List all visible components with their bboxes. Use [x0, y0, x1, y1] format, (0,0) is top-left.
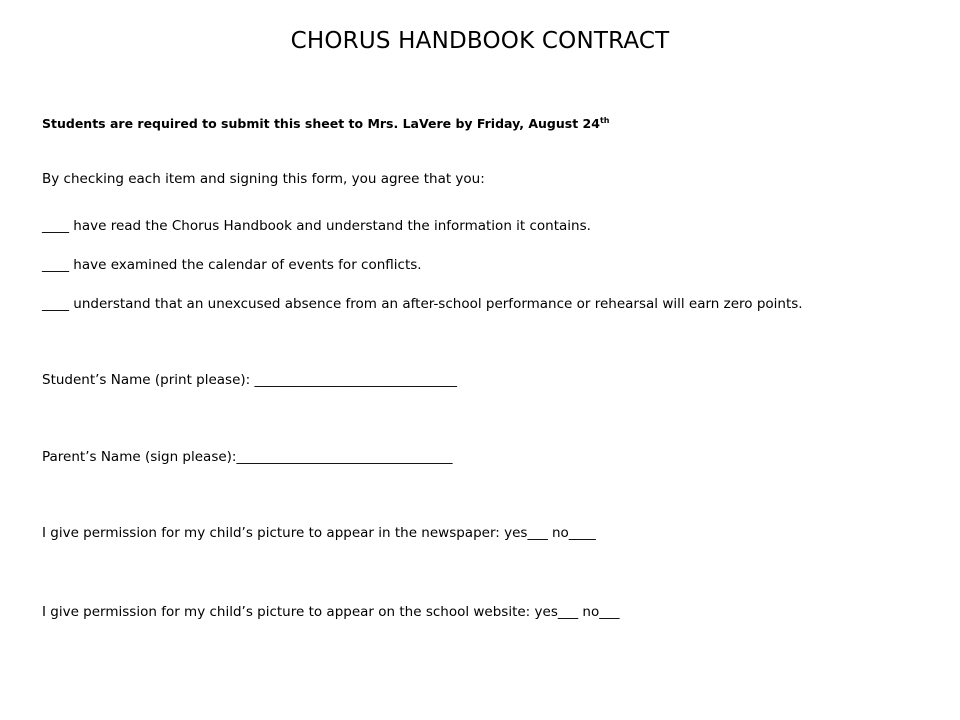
parent-signature-field[interactable]: ________________________________	[236, 449, 453, 465]
student-name-row	[42, 372, 457, 388]
checklist-item-text: have read the Chorus Handbook and understand the information it contains.	[69, 218, 591, 234]
checkbox-blank[interactable]: ____	[42, 296, 69, 312]
student-name-field[interactable]: ______________________________	[254, 372, 457, 388]
checkbox-blank[interactable]: ____	[42, 218, 69, 234]
intro-text: By checking each item and signing this form, you agree that you:	[42, 171, 485, 187]
student-name-label: Student’s Name (print please):	[42, 372, 255, 388]
checklist-item-text: understand that an unexcused absence from an after-school performance or rehearsal will earn zero points.	[69, 296, 803, 312]
deadline-notice	[42, 116, 609, 131]
parent-name-label: Parent’s Name (sign please):	[42, 449, 237, 465]
checklist-item-absence	[42, 296, 803, 312]
checkbox-blank[interactable]: ____	[42, 257, 69, 273]
deadline-text: Students are required to submit this sheet to Mrs. LaVere by Friday, August 24	[42, 116, 600, 132]
newspaper-permission[interactable]: I give permission for my child’s picture to appear in the newspaper: yes___ no____	[42, 525, 596, 541]
checklist-item-read-handbook	[42, 218, 591, 234]
checklist-item-text: have examined the calendar of events for conflicts.	[69, 257, 422, 273]
page-title: CHORUS HANDBOOK CONTRACT	[290, 28, 670, 54]
parent-name-row	[42, 449, 452, 465]
website-permission[interactable]: I give permission for my child’s picture to appear on the school website: yes___ no___	[42, 604, 620, 620]
checklist-item-calendar	[42, 257, 422, 273]
deadline-suffix: th	[599, 116, 610, 125]
